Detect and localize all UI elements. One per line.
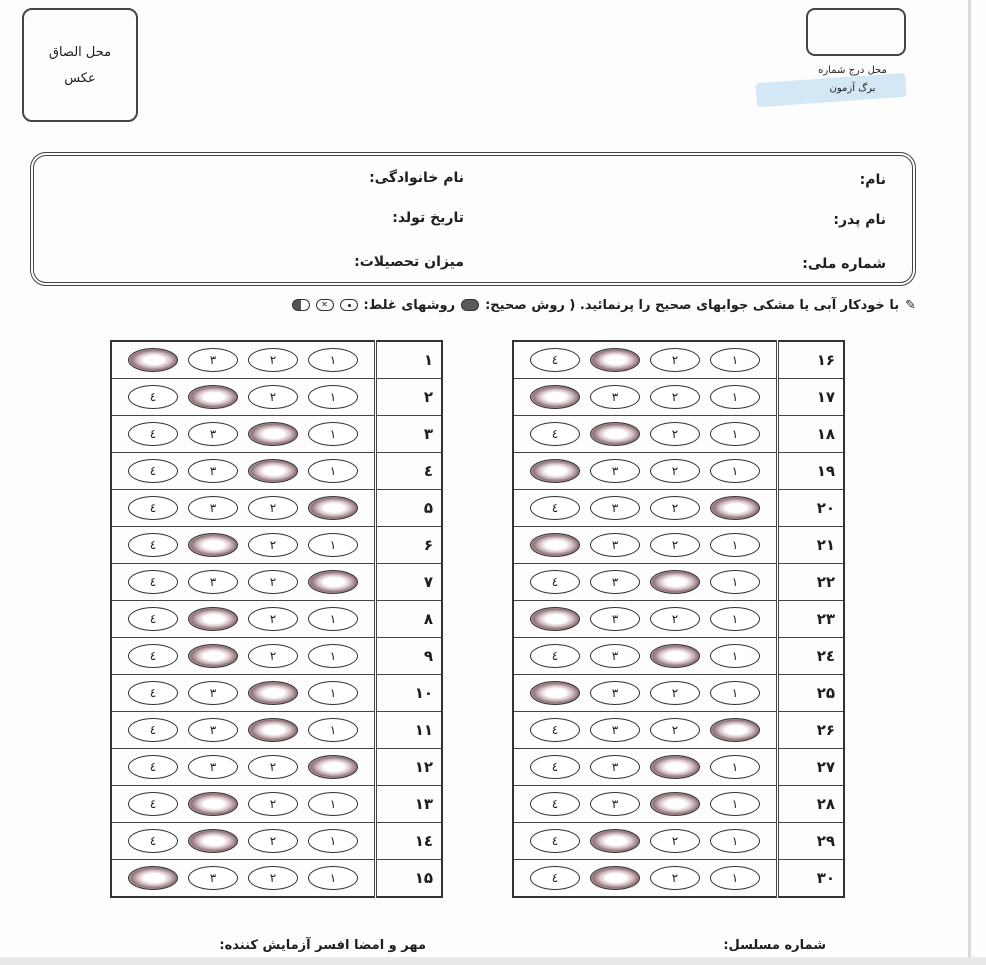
question-number: ۲۹	[778, 823, 845, 860]
question-row	[513, 823, 844, 860]
question-row	[111, 416, 442, 453]
correct-mark-example-icon	[461, 299, 479, 311]
question-number: ۱۰	[376, 675, 443, 712]
question-row	[111, 564, 442, 601]
answer-bubble[interactable]: ٤	[128, 496, 178, 520]
answer-bubble[interactable]: ٤	[530, 644, 580, 668]
bubble-group	[514, 792, 776, 816]
answer-bubble[interactable]: ۲	[650, 422, 700, 446]
marked-answer-bubble[interactable]	[188, 533, 238, 557]
marked-answer-bubble[interactable]	[650, 570, 700, 594]
answer-bubble[interactable]: ۳	[590, 718, 640, 742]
marked-answer-bubble[interactable]	[530, 607, 580, 631]
answer-bubble[interactable]: ۳	[590, 607, 640, 631]
answer-bubble[interactable]: ۳	[188, 718, 238, 742]
bubble-group	[514, 385, 776, 409]
bubble-group	[514, 607, 776, 631]
marked-answer-bubble[interactable]	[308, 496, 358, 520]
photo-placeholder-box	[22, 8, 138, 122]
answer-bubble[interactable]: ۱	[710, 755, 760, 779]
answer-bubble[interactable]: ٤	[128, 607, 178, 631]
answer-bubble[interactable]: ٤	[530, 866, 580, 890]
answer-bubble[interactable]: ۳	[590, 385, 640, 409]
answer-options	[111, 601, 376, 638]
answer-bubble[interactable]: ۲	[650, 718, 700, 742]
answer-bubble[interactable]: ٤	[530, 718, 580, 742]
answer-bubble[interactable]: ۳	[188, 755, 238, 779]
question-row	[111, 601, 442, 638]
question-row	[111, 749, 442, 786]
answer-options	[513, 564, 778, 601]
question-number: ۱	[376, 341, 443, 379]
answer-bubble[interactable]: ۳	[188, 459, 238, 483]
marked-answer-bubble[interactable]	[650, 644, 700, 668]
exam-number-box[interactable]	[806, 8, 906, 56]
question-number: ۱۹	[778, 453, 845, 490]
bubble-group	[112, 829, 374, 853]
bubble-group	[112, 755, 374, 779]
answer-options	[111, 860, 376, 898]
answer-bubble[interactable]: ۱	[710, 348, 760, 372]
answer-bubble[interactable]: ۱	[710, 459, 760, 483]
answer-bubble[interactable]: ۱	[710, 829, 760, 853]
answer-options	[111, 490, 376, 527]
answer-bubble[interactable]: ۲	[650, 607, 700, 631]
answer-bubble[interactable]: ۲	[248, 792, 298, 816]
answer-bubble[interactable]: ٤	[530, 496, 580, 520]
answer-bubble[interactable]: ٤	[128, 422, 178, 446]
answer-bubble[interactable]: ۱	[710, 607, 760, 631]
answer-bubble[interactable]: ۱	[710, 533, 760, 557]
question-row	[513, 749, 844, 786]
bubble-group	[112, 348, 374, 372]
answer-options	[513, 786, 778, 823]
question-number: ۸	[376, 601, 443, 638]
answer-bubble[interactable]: ۲	[248, 533, 298, 557]
answer-bubble[interactable]: ۲	[650, 385, 700, 409]
question-row	[513, 527, 844, 564]
answer-bubble[interactable]: ۳	[188, 422, 238, 446]
answer-bubble[interactable]: ۲	[248, 385, 298, 409]
answer-options	[513, 453, 778, 490]
answer-bubble[interactable]: ٤	[530, 792, 580, 816]
bubble-group	[112, 385, 374, 409]
answer-bubble[interactable]: ۲	[650, 459, 700, 483]
question-number: ۳	[376, 416, 443, 453]
marked-answer-bubble[interactable]	[248, 422, 298, 446]
answer-options	[111, 712, 376, 749]
answer-bubble[interactable]: ۳	[590, 459, 640, 483]
question-number: ۱٤	[376, 823, 443, 860]
photo-box-line2: عکس	[64, 71, 96, 86]
answer-options	[111, 638, 376, 675]
bubble-group	[514, 755, 776, 779]
answer-bubble[interactable]: ۱	[710, 385, 760, 409]
answer-bubble[interactable]: ۳	[590, 681, 640, 705]
answer-bubble[interactable]: ۳	[590, 570, 640, 594]
education-field[interactable]: میزان تحصیلات:	[354, 254, 464, 270]
answer-bubble[interactable]: ۱	[308, 385, 358, 409]
answer-bubble[interactable]: ٤	[530, 829, 580, 853]
bubble-group	[112, 607, 374, 631]
question-number: ۱۵	[376, 860, 443, 898]
marked-answer-bubble[interactable]	[650, 755, 700, 779]
question-number: ۲۰	[778, 490, 845, 527]
examiner-signature-label: مهر و امضا افسر آزمایش کننده:	[219, 938, 426, 953]
answer-bubble[interactable]: ٤	[530, 755, 580, 779]
question-number: ۲	[376, 379, 443, 416]
question-number: ۲۱	[778, 527, 845, 564]
question-number: ۱۷	[778, 379, 845, 416]
answer-bubble[interactable]: ۳	[590, 533, 640, 557]
question-row	[111, 453, 442, 490]
marked-answer-bubble[interactable]	[710, 496, 760, 520]
question-row	[111, 341, 442, 379]
answer-bubble[interactable]: ۲	[650, 348, 700, 372]
answer-options	[513, 490, 778, 527]
question-number: ۷	[376, 564, 443, 601]
question-row	[111, 860, 442, 898]
answer-options	[111, 823, 376, 860]
answer-bubble[interactable]: ۲	[248, 496, 298, 520]
answer-options	[111, 379, 376, 416]
answer-bubble[interactable]: ۳	[590, 792, 640, 816]
bubble-group	[514, 570, 776, 594]
question-number: ۱۶	[778, 341, 845, 379]
answer-options	[513, 527, 778, 564]
answer-bubble[interactable]: ۱	[308, 718, 358, 742]
bubble-group	[112, 570, 374, 594]
marked-answer-bubble[interactable]	[590, 422, 640, 446]
exam-number-caption-line1: محل درج شماره	[818, 65, 887, 76]
answer-bubble[interactable]: ۲	[650, 866, 700, 890]
father-name-field[interactable]: نام پدر:	[833, 212, 886, 228]
answer-options	[513, 341, 778, 379]
answer-bubble[interactable]: ۱	[710, 792, 760, 816]
exam-number-caption	[790, 62, 915, 98]
answer-bubble[interactable]: ۱	[308, 422, 358, 446]
answer-bubble[interactable]: ۱	[308, 792, 358, 816]
question-number: ۱۳	[376, 786, 443, 823]
bubble-group	[514, 866, 776, 890]
question-row	[111, 712, 442, 749]
question-number: ۲۲	[778, 564, 845, 601]
answer-bubble[interactable]: ۱	[308, 607, 358, 631]
wrong-dot-mark-icon	[340, 299, 358, 311]
answer-bubble[interactable]: ۲	[248, 829, 298, 853]
question-number: ۲٤	[778, 638, 845, 675]
answer-options	[111, 527, 376, 564]
answer-bubble[interactable]: ٤	[530, 422, 580, 446]
marked-answer-bubble[interactable]	[308, 755, 358, 779]
answer-bubble[interactable]: ۳	[188, 348, 238, 372]
answer-options	[111, 749, 376, 786]
wrong-half-mark-icon	[292, 299, 310, 311]
answer-bubble[interactable]: ۲	[248, 755, 298, 779]
answer-options	[513, 416, 778, 453]
answer-options	[111, 453, 376, 490]
marked-answer-bubble[interactable]	[530, 533, 580, 557]
question-row	[111, 675, 442, 712]
answer-bubble[interactable]: ٤	[128, 459, 178, 483]
question-row	[111, 379, 442, 416]
marked-answer-bubble[interactable]	[530, 459, 580, 483]
question-row	[111, 490, 442, 527]
birth-date-field[interactable]: تاریخ تولد:	[392, 210, 464, 226]
question-row	[513, 675, 844, 712]
answer-bubble[interactable]: ٤	[128, 755, 178, 779]
question-row	[513, 564, 844, 601]
answer-options	[513, 601, 778, 638]
answer-bubble[interactable]: ۱	[710, 866, 760, 890]
marked-answer-bubble[interactable]	[590, 348, 640, 372]
answer-bubble[interactable]: ۱	[710, 681, 760, 705]
marked-answer-bubble[interactable]	[710, 718, 760, 742]
scan-edge-bottom	[0, 957, 986, 965]
answer-bubble[interactable]: ۱	[308, 829, 358, 853]
marked-answer-bubble[interactable]	[128, 866, 178, 890]
wrong-cross-mark-icon: ✕	[316, 299, 334, 311]
answer-bubble[interactable]: ۱	[308, 459, 358, 483]
question-row	[513, 712, 844, 749]
bubble-group	[112, 718, 374, 742]
bubble-group	[112, 422, 374, 446]
question-number: ۲۳	[778, 601, 845, 638]
bubble-group	[514, 829, 776, 853]
question-number: ۱۸	[778, 416, 845, 453]
answer-options	[111, 416, 376, 453]
answer-bubble[interactable]: ٤	[128, 718, 178, 742]
answer-bubble[interactable]: ٤	[128, 792, 178, 816]
answer-options	[513, 860, 778, 898]
question-number: ۱۲	[376, 749, 443, 786]
marked-answer-bubble[interactable]	[248, 459, 298, 483]
answer-bubble[interactable]: ۲	[650, 533, 700, 557]
family-name-field[interactable]: نام خانوادگی:	[369, 170, 464, 186]
marked-answer-bubble[interactable]	[590, 829, 640, 853]
question-number: ۶	[376, 527, 443, 564]
question-row	[513, 416, 844, 453]
bubble-group	[112, 866, 374, 890]
answer-bubble[interactable]: ۱	[308, 533, 358, 557]
bubble-group	[514, 348, 776, 372]
answer-bubble[interactable]: ۱	[710, 422, 760, 446]
answer-bubble[interactable]: ۳	[590, 496, 640, 520]
pen-icon: ✎	[905, 297, 916, 313]
answer-options	[513, 712, 778, 749]
exam-number-caption-line2: برگ آزمون	[829, 83, 876, 94]
answer-bubble[interactable]: ۲	[650, 829, 700, 853]
answer-bubble[interactable]: ۲	[248, 866, 298, 890]
question-row	[111, 527, 442, 564]
marked-answer-bubble[interactable]	[188, 644, 238, 668]
bubble-group	[112, 644, 374, 668]
answer-bubble[interactable]: ٤	[128, 681, 178, 705]
question-number: ۵	[376, 490, 443, 527]
answer-options	[513, 379, 778, 416]
answer-bubble[interactable]: ۳	[590, 755, 640, 779]
answer-bubble[interactable]: ۱	[308, 866, 358, 890]
bubble-group	[514, 459, 776, 483]
name-field[interactable]: نام:	[859, 172, 886, 188]
question-row	[111, 786, 442, 823]
marked-answer-bubble[interactable]	[128, 348, 178, 372]
question-number: ۹	[376, 638, 443, 675]
answer-options	[111, 675, 376, 712]
question-number: ۲۵	[778, 675, 845, 712]
answer-bubble[interactable]: ٤	[128, 385, 178, 409]
question-number: ۱۱	[376, 712, 443, 749]
marked-answer-bubble[interactable]	[530, 681, 580, 705]
bubble-group	[514, 422, 776, 446]
marked-answer-bubble[interactable]	[188, 385, 238, 409]
answer-bubble[interactable]: ٤	[128, 533, 178, 557]
answer-bubble[interactable]: ۲	[650, 681, 700, 705]
bubble-group	[514, 496, 776, 520]
answer-bubble[interactable]: ۲	[248, 644, 298, 668]
answer-bubble[interactable]: ۳	[188, 496, 238, 520]
answer-bubble[interactable]: ۳	[188, 570, 238, 594]
bubble-group	[514, 681, 776, 705]
marked-answer-bubble[interactable]	[530, 385, 580, 409]
bubble-group	[112, 459, 374, 483]
answer-options	[111, 341, 376, 379]
question-row	[111, 823, 442, 860]
answer-bubble[interactable]: ۱	[710, 570, 760, 594]
question-number: ۲۸	[778, 786, 845, 823]
answer-bubble[interactable]: ٤	[128, 570, 178, 594]
bubble-group	[112, 792, 374, 816]
question-row	[513, 379, 844, 416]
bubble-group	[514, 718, 776, 742]
answer-table-questions-16-30	[512, 340, 845, 898]
instruction-text: با خودکار آبی یا مشکی جوابهای صحیح را پرنمائید. ( روش صحیح:	[485, 297, 900, 313]
marked-answer-bubble[interactable]	[308, 570, 358, 594]
question-row	[513, 786, 844, 823]
answer-options	[513, 749, 778, 786]
answer-options	[111, 786, 376, 823]
instructions-line	[110, 293, 916, 317]
answer-options	[513, 638, 778, 675]
serial-number-label: شماره مسلسل:	[723, 938, 826, 953]
answer-bubble[interactable]: ٤	[530, 570, 580, 594]
answer-bubble[interactable]: ۳	[590, 644, 640, 668]
bubble-group	[112, 681, 374, 705]
question-number: ٤	[376, 453, 443, 490]
answer-bubble[interactable]: ۱	[308, 348, 358, 372]
bubble-group	[514, 644, 776, 668]
answer-options	[513, 675, 778, 712]
answer-bubble[interactable]: ۲	[248, 570, 298, 594]
answer-bubble[interactable]: ٤	[128, 829, 178, 853]
marked-answer-bubble[interactable]	[188, 792, 238, 816]
question-number: ۳۰	[778, 860, 845, 898]
bubble-group	[112, 496, 374, 520]
scan-edge-right	[968, 0, 971, 965]
bubble-group	[514, 533, 776, 557]
answer-options	[111, 564, 376, 601]
answer-bubble[interactable]: ٤	[530, 348, 580, 372]
question-number: ۲۶	[778, 712, 845, 749]
answer-bubble[interactable]: ۳	[188, 681, 238, 705]
answer-bubble[interactable]: ۱	[710, 644, 760, 668]
marked-answer-bubble[interactable]	[188, 829, 238, 853]
question-row	[513, 860, 844, 898]
personal-info-box	[30, 152, 916, 286]
answer-bubble[interactable]: ۲	[650, 496, 700, 520]
marked-answer-bubble[interactable]	[248, 718, 298, 742]
photo-box-line1: محل الصاق	[48, 45, 112, 60]
question-row	[513, 453, 844, 490]
marked-answer-bubble[interactable]	[248, 681, 298, 705]
wrong-methods-label: روشهای غلط:	[363, 297, 456, 313]
answer-options	[513, 823, 778, 860]
question-row	[513, 601, 844, 638]
answer-bubble[interactable]: ۲	[248, 607, 298, 631]
question-row	[513, 341, 844, 379]
question-row	[111, 638, 442, 675]
national-id-field[interactable]: شماره ملی:	[802, 256, 886, 272]
question-number: ۲۷	[778, 749, 845, 786]
answer-bubble[interactable]: ۱	[308, 644, 358, 668]
marked-answer-bubble[interactable]	[188, 607, 238, 631]
answer-bubble[interactable]: ۳	[188, 866, 238, 890]
question-row	[513, 638, 844, 675]
answer-bubble[interactable]: ۱	[308, 681, 358, 705]
answer-bubble[interactable]: ٤	[128, 644, 178, 668]
question-row	[513, 490, 844, 527]
marked-answer-bubble[interactable]	[590, 866, 640, 890]
answer-table-questions-1-15	[110, 340, 443, 898]
bubble-group	[112, 533, 374, 557]
answer-bubble[interactable]: ۲	[248, 348, 298, 372]
marked-answer-bubble[interactable]	[650, 792, 700, 816]
